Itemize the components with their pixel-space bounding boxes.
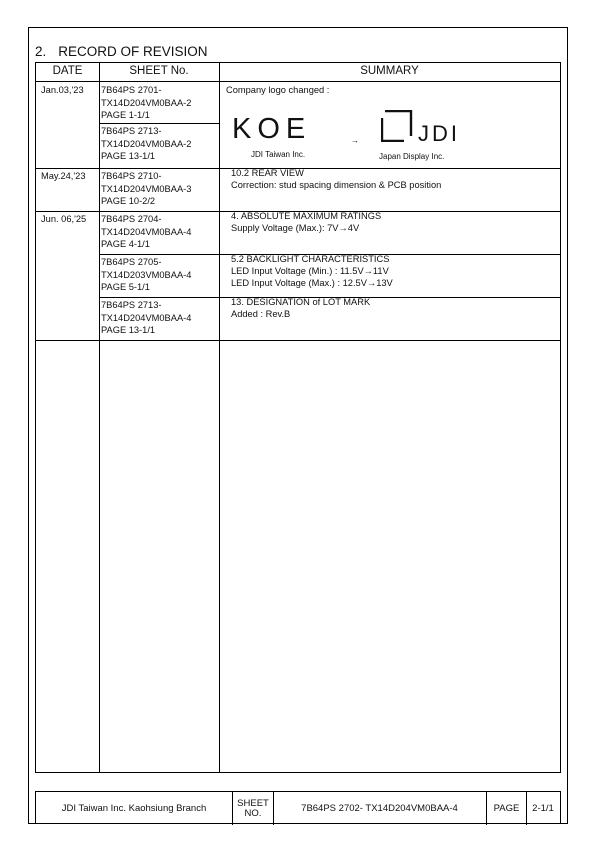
jdi-logo-subtitle: Japan Display Inc. [379,152,445,161]
jdi-logo: JDI [418,121,460,146]
header-summary: SUMMARY [360,65,419,77]
header-date: DATE [52,65,83,77]
column-divider [99,63,100,772]
row-divider [36,340,560,341]
row-sheet: 7B64PS 2705- TX14D203VM0BAA-4 PAGE 5-1/1 [101,257,192,292]
row-sheet: 7B64PS 2713- TX14D204VM0BAA-2 PAGE 13-1/1 [101,126,192,161]
koe-logo: KOE [232,113,312,145]
koe-logo-subtitle: JDI Taiwan Inc. [251,150,306,159]
footer-page-value: 2-1/1 [532,802,554,814]
row-sheet: 7B64PS 2710- TX14D204VM0BAA-3 PAGE 10-2/2 [101,171,192,206]
row-summary: Company logo changed : [226,85,330,95]
section-number: 2. [35,44,47,59]
row-date: Jan.03,'23 [41,85,84,95]
jdi-mark-icon [381,110,414,142]
row-date: May.24,'23 [41,171,86,181]
row-summary: 13. DESIGNATION of LOT MARK Added : Rev.B [231,297,371,319]
row-summary: 5.2 BACKLIGHT CHARACTERISTICS LED Input Voltage (Min.) : 11.5V→11V LED Input Voltage (Max.) : 12.5V→13V [231,254,393,288]
row-summary: 4. ABSOLUTE MAXIMUM RATINGS Supply Voltage (Max.): 7V→4V [231,211,382,233]
row-sheet: 7B64PS 2701- TX14D204VM0BAA-2 PAGE 1-1/1 [101,85,192,120]
arrow-icon: → [351,136,359,145]
footer-sheet-number: 7B64PS 2702- TX14D204VM0BAA-4 [301,802,458,814]
header-sheet: SHEET No. [129,65,189,77]
footer-sheet-label: SHEET NO. [232,792,274,825]
revision-table [35,62,561,773]
header-divider [36,81,560,82]
row-summary: 10.2 REAR VIEW Correction: stud spacing dimension & PCB position [231,168,442,190]
row-divider [99,123,219,124]
footer-company: JDI Taiwan Inc. Kaohsiung Branch [61,802,207,814]
column-divider [219,63,220,772]
row-date: Jun. 06,'25 [41,214,87,224]
row-sheet: 7B64PS 2713- TX14D204VM0BAA-4 PAGE 13-1/1 [101,300,192,335]
section-heading [35,44,208,59]
footer-page-label: PAGE [486,792,527,825]
row-sheet: 7B64PS 2704- TX14D204VM0BAA-4 PAGE 4-1/1 [101,214,192,249]
title-block [35,791,561,824]
section-title: RECORD OF REVISION [58,44,208,59]
